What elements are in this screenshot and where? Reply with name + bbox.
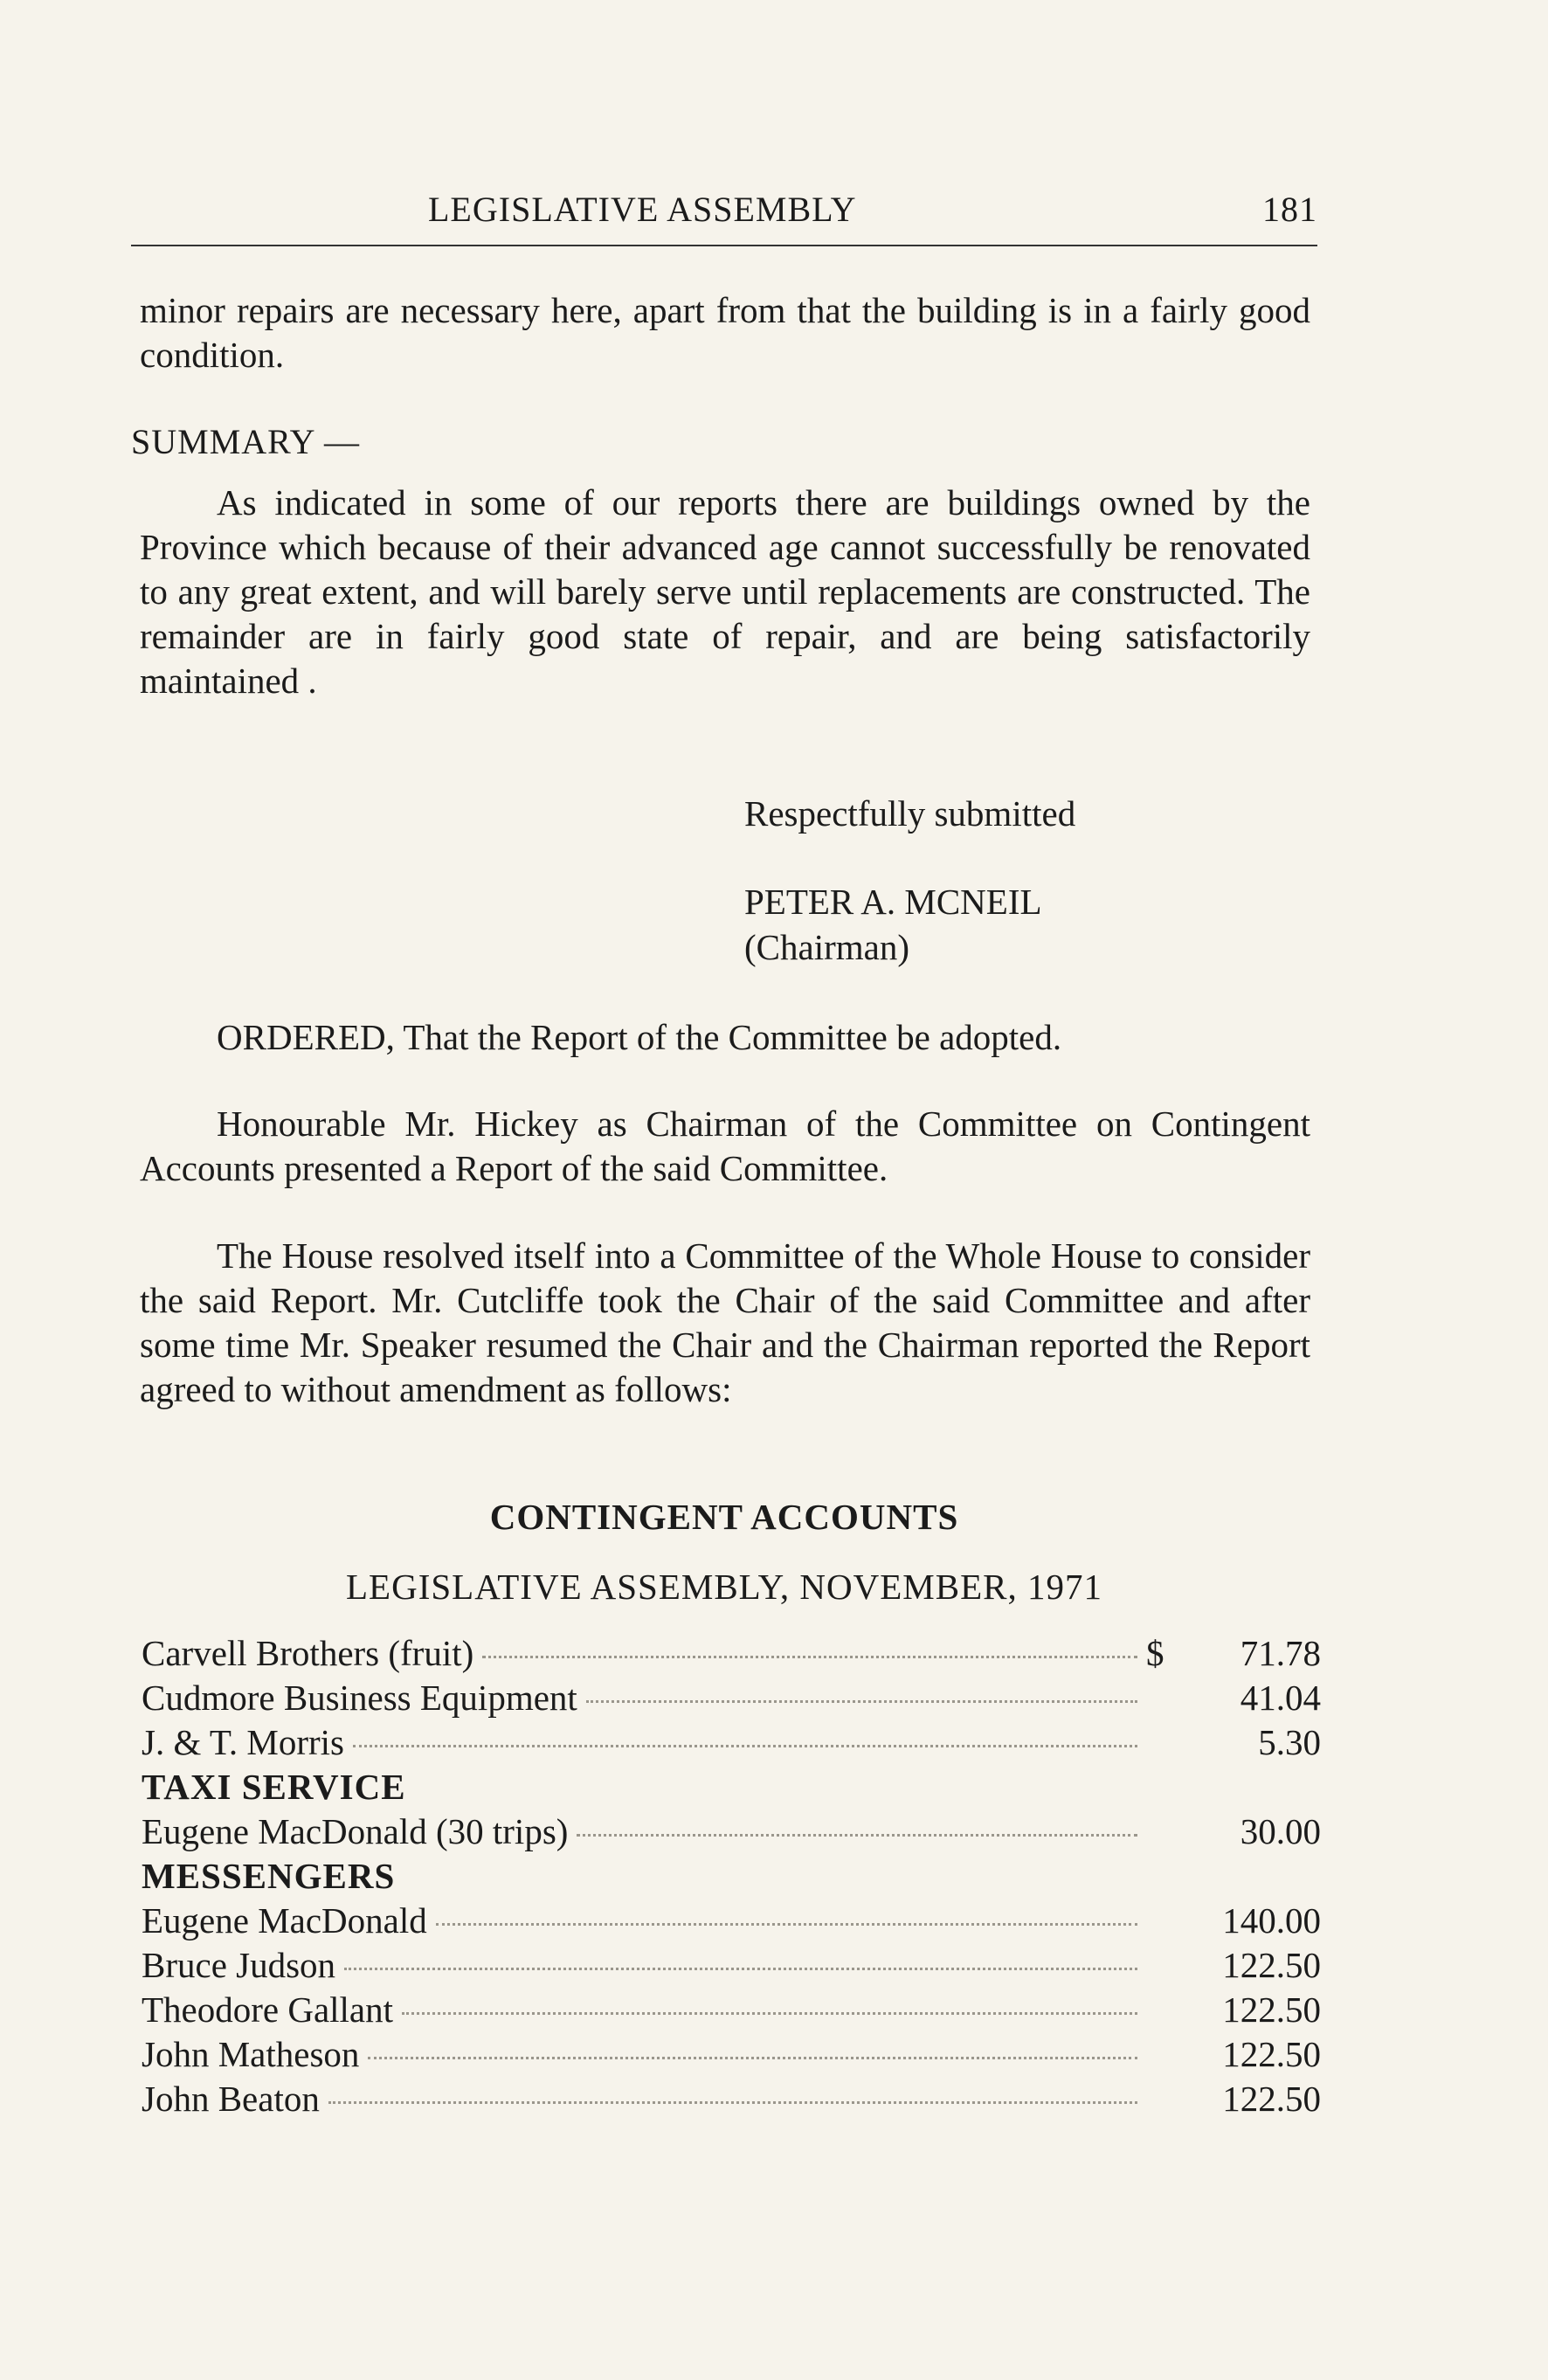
ledger-label: Carvell Brothers (fruit) — [142, 1633, 474, 1673]
ledger-label: J. & T. Morris — [142, 1722, 344, 1762]
header-rule — [131, 245, 1317, 246]
summary-heading: SUMMARY — — [131, 422, 361, 461]
report-presented-paragraph: Honourable Mr. Hickey as Chairman of the Committee on Contingent Accounts presented a Report of the said Committee. — [140, 1104, 1310, 1188]
leader-dots — [344, 1968, 1137, 1970]
ledger-amount: 122.50 — [1222, 2079, 1321, 2119]
ledger-label: Cudmore Business Equipment — [142, 1678, 577, 1718]
ledger-row — [142, 1989, 1321, 2033]
ledger-amount: 122.50 — [1222, 1945, 1321, 1985]
ledger-row — [142, 1721, 1321, 1766]
ledger-row — [142, 2033, 1321, 2078]
ledger-amount: 71.78 — [1240, 1633, 1321, 1673]
summary-paragraph: As indicated in some of our reports there are buildings owned by the Province which because of their advanced age cannot successfully be renovated to any great extent, and will barely serve until replacements are constructed. The remainder are in fairly good state of repair, and are being satisfactorily maintained . — [140, 482, 1310, 701]
committee-paragraph: The House resolved itself into a Committee of the Whole House to consider the said Report. Mr. Cutcliffe took the Chair of the said Committee and after some time Mr. Speaker resumed the Chair and the Chairman reported the Report agreed to without amendment as follows: — [140, 1235, 1310, 1409]
ledger-amount: 122.50 — [1222, 1989, 1321, 2030]
ledger-label: Bruce Judson — [142, 1945, 336, 1985]
leader-dots — [402, 2012, 1137, 2015]
ledger-label: Eugene MacDonald (30 trips) — [142, 1811, 569, 1851]
leader-dots — [586, 1700, 1137, 1703]
ledger-amount: 140.00 — [1222, 1900, 1321, 1941]
ledger-label: Eugene MacDonald — [142, 1900, 427, 1941]
ledger-row — [142, 1810, 1321, 1855]
leader-dots — [577, 1834, 1137, 1837]
ledger-section-heading — [142, 1766, 1321, 1810]
ledger-label: John Beaton — [142, 2079, 320, 2119]
leader-dots — [436, 1923, 1137, 1926]
ledger-amount: 41.04 — [1240, 1678, 1321, 1718]
page-number: 181 — [1262, 190, 1317, 229]
signature-role: (Chairman) — [744, 927, 909, 967]
paragraph-continuation: minor repairs are necessary here, apart from that the building is in a fairly good condition. — [140, 290, 1310, 375]
ledger-row — [142, 1677, 1321, 1721]
ledger-amount: 30.00 — [1240, 1811, 1321, 1851]
page-header — [131, 189, 1317, 241]
ledger-section-heading — [142, 1855, 1321, 1899]
leader-dots — [368, 2057, 1137, 2059]
ledger-label: Theodore Gallant — [142, 1989, 394, 2030]
ledger-row — [142, 1632, 1321, 1677]
accounts-ledger — [142, 1632, 1321, 2122]
accounts-heading: CONTINGENT ACCOUNTS — [489, 1497, 959, 1537]
leader-dots — [482, 1656, 1137, 1658]
ledger-amount: 122.50 — [1222, 2034, 1321, 2074]
section-label: TAXI SERVICE — [142, 1767, 406, 1807]
accounts-subheading: LEGISLATIVE ASSEMBLY, NOVEMBER, 1971 — [346, 1567, 1102, 1607]
signature-name: PETER A. MCNEIL — [744, 882, 1042, 922]
section-label: MESSENGERS — [142, 1856, 396, 1896]
signature-closing: Respectfully submitted — [744, 793, 1076, 834]
ledger-amount: 5.30 — [1258, 1722, 1321, 1762]
ledger-row — [142, 2078, 1321, 2122]
ordered-paragraph: ORDERED, That the Report of the Committee be adopted. — [217, 1017, 1062, 1057]
ledger-row — [142, 1899, 1321, 1944]
leader-dots — [328, 2101, 1137, 2104]
ledger-label: John Matheson — [142, 2034, 360, 2074]
currency-symbol: $ — [1146, 1633, 1164, 1673]
running-title: LEGISLATIVE ASSEMBLY — [428, 190, 857, 229]
ledger-row — [142, 1944, 1321, 1989]
leader-dots — [353, 1745, 1137, 1747]
